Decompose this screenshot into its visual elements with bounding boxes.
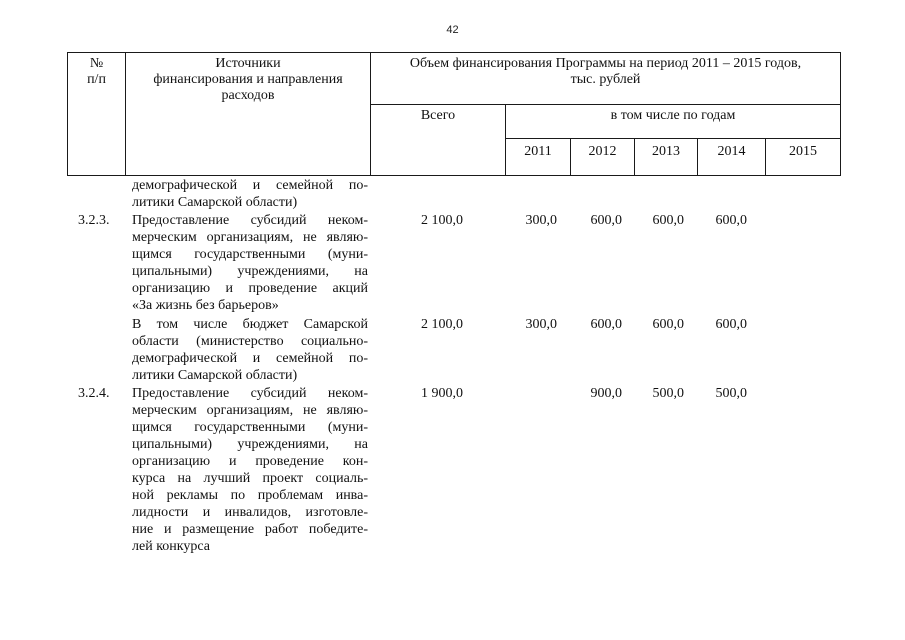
header-year-2014: 2014 bbox=[717, 144, 746, 159]
description-line: лей конкурса bbox=[132, 539, 210, 554]
header-divider-volume bbox=[370, 104, 841, 105]
description-line: ципальными) учреждениями, на bbox=[132, 264, 368, 279]
description-line: литики Самарской области) bbox=[132, 368, 298, 383]
description-line: курса на лучший проект социаль- bbox=[132, 471, 368, 486]
cell-2014: 600,0 bbox=[715, 213, 747, 228]
header-divider-years bbox=[505, 138, 841, 139]
description-line: ной рекламы по проблемам инва- bbox=[132, 488, 368, 503]
cell-total: 1 900,0 bbox=[421, 386, 463, 401]
cell-total: 2 100,0 bbox=[421, 317, 463, 332]
description-line: организацию и проведение кон- bbox=[132, 454, 368, 469]
page-number: 42 bbox=[446, 24, 459, 36]
description-line: Предоставление субсидий неком- bbox=[132, 213, 368, 228]
description-line: литики Самарской области) bbox=[132, 195, 298, 210]
row-description bbox=[132, 177, 368, 211]
cell-2014: 500,0 bbox=[715, 386, 747, 401]
header-col-num: № п/п bbox=[87, 56, 106, 87]
description-line: щимся государственными (муни- bbox=[132, 420, 368, 435]
header-col-by-years: в том числе по годам bbox=[610, 108, 736, 123]
header-top-border bbox=[67, 52, 841, 53]
cell-2013: 500,0 bbox=[652, 386, 684, 401]
description-line: организацию и проведение акций bbox=[132, 281, 368, 296]
row-description bbox=[132, 212, 368, 314]
cell-2012: 600,0 bbox=[590, 213, 622, 228]
header-col-total: Всего bbox=[420, 108, 456, 123]
description-line: демографической и семейной по- bbox=[132, 178, 368, 193]
cell-2014: 600,0 bbox=[715, 317, 747, 332]
description-line: В том числе бюджет Самарской bbox=[132, 317, 368, 332]
description-line: щимся государственными (муни- bbox=[132, 247, 368, 262]
description-line: мерческим организациям, не являю- bbox=[132, 230, 368, 245]
row-number: 3.2.3. bbox=[78, 213, 110, 228]
header-right-border bbox=[840, 52, 841, 176]
description-line: лидности и инвалидов, изготовле- bbox=[132, 505, 368, 520]
header-col-volume: Объем финансирования Программы на период 2011 – 2015 годов, тыс. рублей bbox=[409, 56, 802, 87]
description-line: области (министерство социально- bbox=[132, 334, 368, 349]
cell-2011: 300,0 bbox=[525, 317, 557, 332]
cell-2012: 900,0 bbox=[590, 386, 622, 401]
header-year-2015: 2015 bbox=[789, 144, 817, 159]
cell-total: 2 100,0 bbox=[421, 213, 463, 228]
description-line: ципальными) учреждениями, на bbox=[132, 437, 368, 452]
cell-2013: 600,0 bbox=[652, 317, 684, 332]
description-line: демографической и семейной по- bbox=[132, 351, 368, 366]
header-year-2013: 2013 bbox=[652, 144, 680, 159]
description-line: «За жизнь без барьеров» bbox=[132, 298, 279, 313]
description-line: Предоставление субсидий неком- bbox=[132, 386, 368, 401]
row-description bbox=[132, 316, 368, 384]
header-year-2011: 2011 bbox=[524, 144, 552, 159]
header-bottom-border bbox=[67, 175, 841, 176]
description-line: мерческим организациям, не являю- bbox=[132, 403, 368, 418]
cell-2011: 300,0 bbox=[525, 213, 557, 228]
row-description bbox=[132, 385, 368, 555]
header-year-2012: 2012 bbox=[588, 144, 617, 159]
description-line: ние и размещение работ победите- bbox=[132, 522, 368, 537]
row-number: 3.2.4. bbox=[78, 386, 110, 401]
cell-2012: 600,0 bbox=[590, 317, 622, 332]
header-col-sources: Источники финансирования и направления расходов bbox=[153, 56, 343, 103]
cell-2013: 600,0 bbox=[652, 213, 684, 228]
